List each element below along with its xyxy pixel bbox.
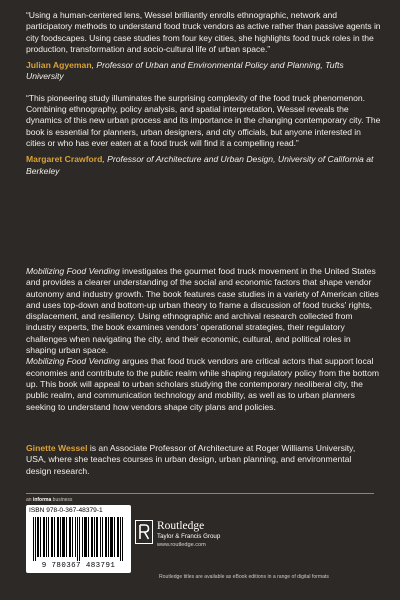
reviewer-role: , Professor of Architecture and Urban Design, University of California at Berkeley	[26, 154, 374, 176]
review-quote: “Using a human-centered lens, Wessel brilliantly enrolls ethnographic, network and participatory methods to understand food truck vendors as active rather than passive agents in city foodscapes. Using case studies from four key cities, she highlights food truck roles in the production, transformation and socio-cultural life of urban space.”	[26, 10, 381, 54]
description-paragraph	[26, 266, 382, 356]
informa-logo: informa	[32, 497, 52, 503]
reviews	[26, 10, 382, 187]
description-text: argues that food truck vendors are critical actors that support local economies and contribute to the public realm while shaping regulatory policy from the bottom up. This book will appeal to urban scholars studying the contemporary neoliberal city, the public realm, and communication technology and mobility, as well as to urban planners seeking to understand how vendors shape city plans and policies.	[26, 356, 380, 412]
ebook-note: Routledge titles are available as eBook editions in a range of digital formats	[159, 574, 329, 580]
publisher-group: Taylor & Francis Group	[157, 533, 221, 540]
review-attribution	[26, 60, 382, 83]
publisher-name: Routledge	[157, 520, 205, 532]
barcode	[32, 517, 126, 561]
informa-business-label: an informa business	[26, 497, 73, 503]
author-bio	[26, 443, 376, 477]
isbn-digits: 9 780367 483791	[41, 562, 116, 570]
reviewer-name: Julian Agyeman	[26, 60, 92, 71]
reviewer-role: , Professor of Urban and Environmental Policy and Planning, Tufts University	[26, 60, 344, 82]
isbn-barcode-box	[26, 505, 131, 573]
author-bio-text: is an Associate Professor of Architecture at Roger Williams University, USA, where she teaches courses in urban design, urban planning, and environmental design research.	[26, 443, 356, 476]
reviewer-name: Margaret Crawford	[26, 154, 103, 165]
publisher-website: www.routledge.com	[157, 542, 206, 548]
author-name: Ginette Wessel	[26, 443, 88, 453]
routledge-logo-icon	[135, 520, 153, 544]
review-attribution	[26, 154, 382, 177]
divider	[26, 493, 374, 494]
description-text: investigates the gourmet food truck movement in the United States and provides a clearer understanding of the social and economic factors that shape vendor autonomy and industry growth. The book features case studies in a variety of American cities and uses top-down and bottom-up urban theory to frame a discussion of food trucks’ rights, displacement, and resiliency. Using ethnographic and archival research collected from industry experts, the book examines vendors’ operational strategies, their regulatory challenges when navigating the city, and their economic, cultural, and political roles in shaping urban space.	[26, 266, 379, 356]
book-title: Mobilizing Food Vending	[26, 266, 120, 276]
review-quote: “This pioneering study illuminates the surprising complexity of the food truck phenomenon. Combining ethnography, policy analysis, and spatial interpretation, Wessel reveals the dynamics of this new urban process and its importance in the changing contemporary city. The book is essential for planners, urban designers, and city officials, but anyone interested in cities or who has ever eaten at a food truck will find it a compelling read.”	[26, 92, 381, 148]
book-description	[26, 266, 382, 413]
description-paragraph	[26, 356, 382, 412]
book-title: Mobilizing Food Vending	[26, 356, 120, 367]
isbn-label: ISBN 978-0-367-48379-1	[29, 507, 103, 514]
